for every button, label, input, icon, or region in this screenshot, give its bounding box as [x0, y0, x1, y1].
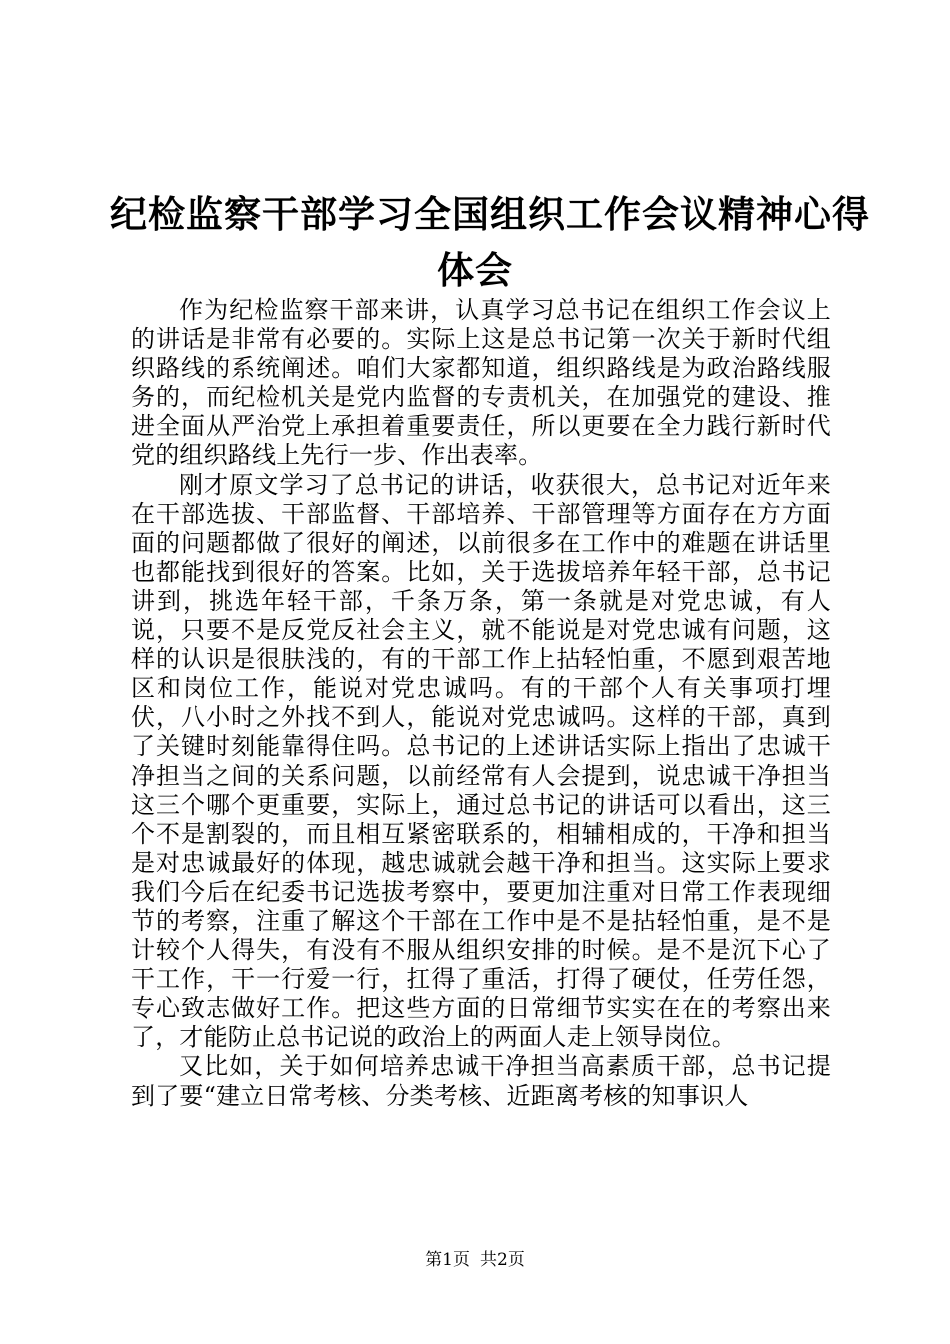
document-body	[131, 296, 831, 1111]
paragraph: 又比如，关于如何培养忠诚干净担当高素质干部，总书记提到了要“建立日常考核、分类考核、近距离考核的知事识人	[131, 1052, 831, 1110]
page-footer	[0, 1245, 950, 1270]
page-total: 共2页	[480, 1250, 525, 1270]
page-number: 第1页	[425, 1250, 470, 1270]
document-title-line-1: 纪检监察干部学习全国组织工作会议精神心得	[110, 193, 870, 236]
paragraph: 作为纪检监察干部来讲，认真学习总书记在组织工作会议上的讲话是非常有必要的。实际上这是总书记第一次关于新时代组织路线的系统阐述。咱们大家都知道，组织路线是为政治路线服务的，而纪检机关是党内监督的专责机关，在加强党的建设、推进全面从严治党上承担着重要责任，所以更要在全力践行新时代党的组织路线上先行一步、作出表率。	[131, 296, 831, 470]
paragraph: 刚才原文学习了总书记的讲话，收获很大，总书记对近年来在干部选拔、干部监督、干部培养、干部管理等方面存在方方面面的问题都做了很好的阐述，以前很多在工作中的难题在讲话里也都能找到很好的答案。比如，关于选拔培养年轻干部，总书记讲到，挑选年轻干部，千条万条，第一条就是对党忠诚，有人说，只要不是反党反社会主义，就不能说是对党忠诚有问题，这样的认识是很肤浅的，有的干部工作上拈轻怕重，不愿到艰苦地区和岗位工作，能说对党忠诚吗。有的干部个人有关事项打埋伏，八小时之外找不到人，能说对党忠诚吗。这样的干部，真到了关键时刻能靠得住吗。总书记的上述讲话实际上指出了忠诚干净担当之间的关系问题，以前经常有人会提到，说忠诚干净担当这三个哪个更重要，实际上，通过总书记的讲话可以看出，这三个不是割裂的，而且相互紧密联系的，相辅相成的，干净和担当是对忠诚最好的体现，越忠诚就会越干净和担当。这实际上要求我们今后在纪委书记选拔考察中，要更加注重对日常工作表现细节的考察，注重了解这个干部在工作中是不是拈轻怕重，是不是计较个人得失，有没有不服从组织安排的时候。是不是沉下心了干工作，干一行爱一行，扛得了重活，打得了硬仗，任劳任怨，专心致志做好工作。把这些方面的日常细节实实在在的考察出来了，才能防止总书记说的政治上的两面人走上领导岗位。	[131, 470, 831, 1052]
document-title-line-2: 体会	[437, 249, 513, 292]
